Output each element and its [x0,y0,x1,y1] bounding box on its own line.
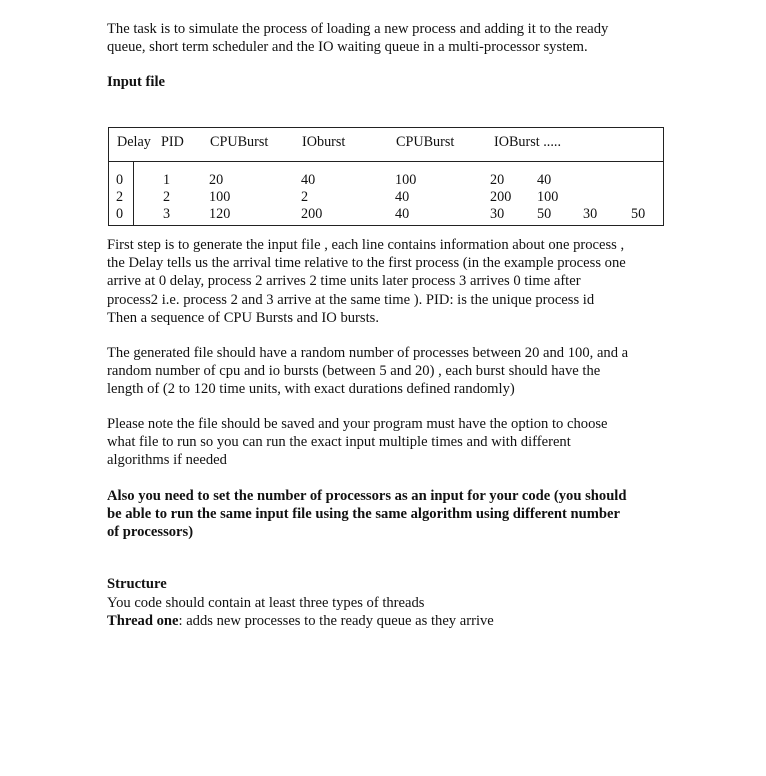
intro-paragraph: The task is to simulate the process of loading a new process and adding it to the ready queue, short term scheduler and the IO waiting queue in a multi-processor system. [107,21,609,56]
cell-pid: 3 [163,206,171,222]
cell-cpu-3: 50 [537,206,552,222]
cell-io-1: 2 [301,189,309,205]
cell-delay: 2 [116,189,124,205]
thread-one-text: : adds new processes to the ready queue as they arrive [178,613,494,629]
cell-io-1: 200 [301,206,323,222]
cell-cpu-3: 100 [537,189,559,205]
header-cpuburst-2: CPUBurst [396,134,455,150]
cell-cpu-1: 100 [209,189,231,205]
cell-cpu-2: 100 [395,172,417,188]
cell-cpu-2: 40 [395,206,410,222]
header-ioburst-2: IOBurst ..... [494,134,561,150]
cell-io-1: 40 [301,172,316,188]
cell-io-2: 200 [490,189,512,205]
header-cpuburst-1: CPUBurst [210,134,269,150]
cell-cpu-3: 40 [537,172,552,188]
cell-cpu-4: 50 [631,206,646,222]
input-file-heading: Input file [107,74,165,90]
cell-io-2: 30 [490,206,505,222]
header-pid: PID [161,134,184,150]
header-ioburst-1: IOburst [302,134,346,150]
cell-delay: 0 [116,206,124,222]
structure-heading: Structure [107,576,167,592]
thread-one-line [107,612,677,630]
cell-io-3: 30 [583,206,598,222]
first-step-paragraph: First step is to generate the input file , each line contains information about one process , the Delay tells us the arrival time relative to the first process (in the example process one arrive at 0 delay, process 2 arrives 2 time units later process 3 arrives 0 time after process2 i.e. process 2 and 3 arrive at the same time ). PID: is the unique process id Then a sequence of CPU Bursts and IO bursts. [107,237,626,326]
cell-io-2: 20 [490,172,505,188]
cell-pid: 1 [163,172,171,188]
table-row [109,189,663,206]
cell-delay: 0 [116,172,124,188]
structure-line: You code should contain at least three types of threads [107,595,425,611]
thread-one-label: Thread one [107,613,179,629]
cell-cpu-1: 20 [209,172,224,188]
table-row [109,172,663,189]
cell-cpu-2: 40 [395,189,410,205]
processors-paragraph: Also you need to set the number of processors as an input for your code (you should be able to run the same input file using the same algorithm using different number of processors) [107,488,627,541]
table-row [109,206,663,223]
header-delay: Delay [117,134,151,150]
input-table [108,127,664,226]
table-header-row [109,128,663,162]
save-file-paragraph: Please note the file should be saved and your program must have the option to choose what file to run so you can run the exact input multiple times and with different algorithms if needed [107,416,608,469]
cell-cpu-1: 120 [209,206,231,222]
cell-pid: 2 [163,189,171,205]
generated-file-paragraph: The generated file should have a random number of processes between 20 and 100, and a random number of cpu and io bursts (between 5 and 20) , each burst should have the length of (2 to 120 time units, with exact durations defined randomly) [107,345,629,398]
